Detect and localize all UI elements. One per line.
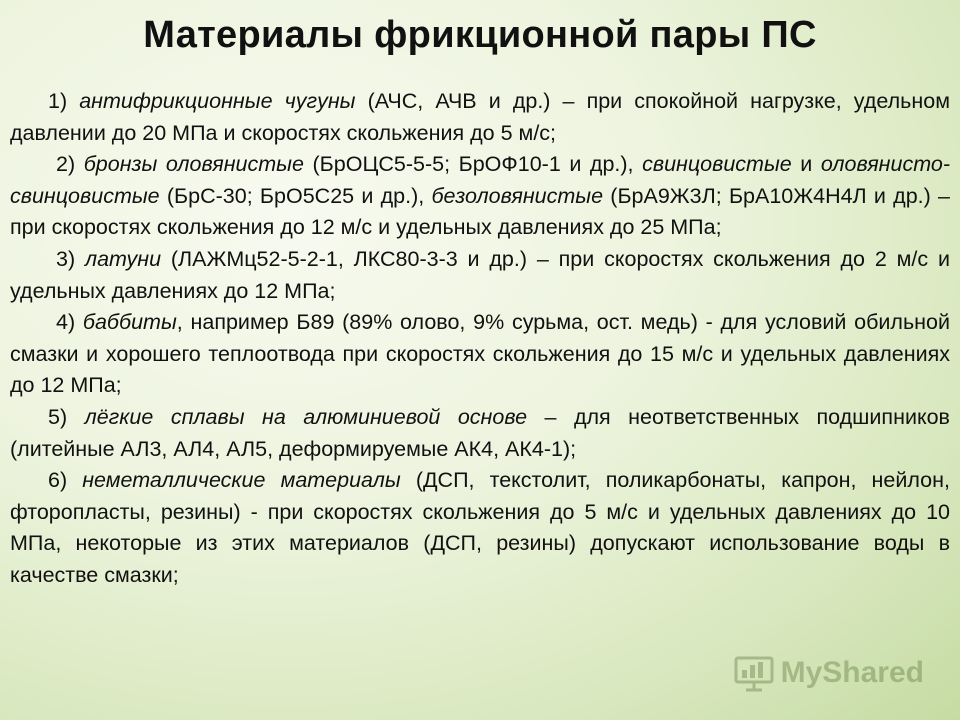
item-text-3: (БрС-30; БрО5С25 и др.), <box>159 183 432 208</box>
item-term-3: оловянисто-свинцовистые <box>10 152 951 208</box>
slide-title: Материалы фрикционной пары ПС <box>143 14 817 56</box>
item-text: (ДСП, текстолит, поликарбонаты, капрон, нейлон, фторопласты, резины) - при скоростях скольжения до 5 м/с и удельных давлениях до 10 МПа, некоторые из этих материалов (ДСП, резины) допускают использование воды в качестве смазки; <box>10 468 950 587</box>
item-text-4: (БрА9Ж3Л; БрА10Ж4Н4Л и др.) – при скоростях скольжения до 12 м/с и удельных давлениях до 25 МПа; <box>10 183 950 240</box>
item-text: (ЛАЖМц52-5-2-1, ЛКС80-3-3 и др.) – при скоростях скольжения до 2 м/с и удельных давлениях до 12 МПа; <box>10 246 950 303</box>
item-prefix: 3) <box>56 246 85 271</box>
item-prefix: 4) <box>56 310 83 335</box>
list-item-3 <box>10 244 950 307</box>
list-item-4 <box>10 307 950 402</box>
item-prefix: 6) <box>48 468 83 493</box>
item-text: – для неответственных подшипников (литейные АЛ3, АЛ4, АЛ5, деформируемые АК4, АК4-1); <box>10 404 950 461</box>
item-term: лёгкие сплавы на алюминиевой основе <box>84 404 528 429</box>
item-term: неметаллические материалы <box>82 468 401 493</box>
item-text: (АЧС, АЧВ и др.) – при спокойной нагрузке, удельном давлении до 20 МПа и скоростях скольжения до 5 м/с; <box>10 89 950 145</box>
item-term: бронзы оловянистые <box>83 152 304 177</box>
list-item-1 <box>10 86 950 149</box>
item-prefix: 2) <box>56 152 84 177</box>
item-text-2: и <box>791 152 821 177</box>
list-item-6 <box>10 465 950 591</box>
item-term-4: безоловянистые <box>431 183 604 208</box>
list-item-5 <box>10 402 950 465</box>
item-term-2: свинцовистые <box>642 152 792 177</box>
watermark-text: MyShared <box>780 656 924 689</box>
item-term: антифрикционные чугуны <box>79 89 356 113</box>
slide-body <box>10 86 950 592</box>
item-term: баббиты <box>82 310 177 335</box>
watermark <box>733 652 924 694</box>
item-term: латуни <box>84 246 162 271</box>
item-text: (БрОЦС5-5-5; БрОФ10-1 и др.), <box>303 152 643 177</box>
list-item-2 <box>10 149 950 244</box>
item-prefix: 1) <box>48 89 80 113</box>
item-text: , например Б89 (89% олово, 9% сурьма, ост. медь) - для условий обильной смазки и хорошего теплоотвода при скоростях скольжения до 15 м/с и удельных давлениях до 12 МПа; <box>10 310 950 398</box>
item-prefix: 5) <box>48 404 85 429</box>
presentation-screen-icon <box>733 652 775 694</box>
